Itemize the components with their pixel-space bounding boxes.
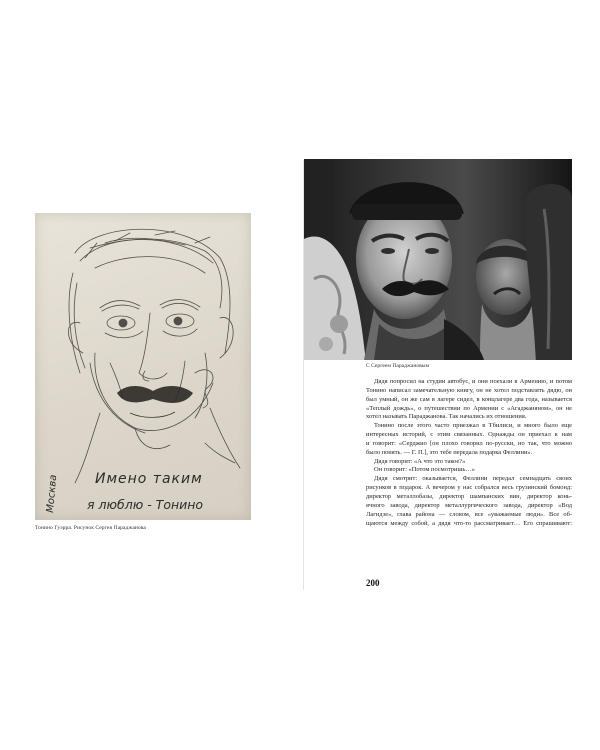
text-line: было понять. — Г. П.], это тебе передала подарка Феллини». [366,448,533,456]
bw-photograph [304,159,572,360]
text-line: «Теплый дождь», о путешествии по Армении с «Агаджаняном», он не [366,404,572,412]
sketch-illustration [35,213,251,520]
inscription-line-2: я люблю - Тонино [87,497,204,512]
text-line: рисунков в подарок. А вечером у нас собрался весь грузинский бомонд: [366,484,572,492]
text-line: Он говорит: «Потом посмотришь…» [374,466,475,474]
portrait-drawing [35,213,251,520]
text-line: Дядя говорит: «А что это такое?» [374,457,466,465]
body-text [366,378,572,528]
mustache-shape [117,386,193,403]
photo-illustration [304,159,572,360]
inscription-line-1: Имено таким [95,471,203,487]
text-line: и говорит: «Серджио [он плохо говорил по-русски, но так, что можно [366,439,572,447]
text-line: щаются между собой, а дядя что-то рассматривает… Его спрашивают: [366,519,572,527]
text-line: хотел называть Параджанова. Так начались их отношения. [366,413,527,421]
inscription-city: Москва [45,474,60,514]
text-line: директор металлобазы, директор шампанских вин, директор конь- [366,492,572,500]
text-line: Тонино после этого часто приезжал в Тбилиси, и много было еще [374,422,572,430]
text-line: Дядя попросил на студии автобус, и они поехали в Армению, и потом [374,378,572,385]
right-page [300,0,600,750]
text-line: Дядя смотрит: оказывается, Феллини передал семнадцать своих [374,475,572,483]
photo-caption: С Сергеем Параджановым [366,363,430,369]
page-number: 200 [366,578,380,588]
drawing-caption: Тонино Гуэрра. Рисунок Сергея Параджанова [35,525,146,531]
text-line: Тонино написал замечательную книгу, он не хотел подставлять дядю, он [366,386,572,394]
text-line: ячного завода, директор металлургического завода, директор «Вод [366,501,572,509]
text-line: был умный, он же сам в лагере сидел, в концлагере два года, называется [366,395,572,403]
text-line: Лагидзе», глава района — словом, все «уважаемые люди». Все об- [366,510,572,518]
text-line: интересных историй, с этим связанных. Однажды он приехал к нам [366,431,572,439]
